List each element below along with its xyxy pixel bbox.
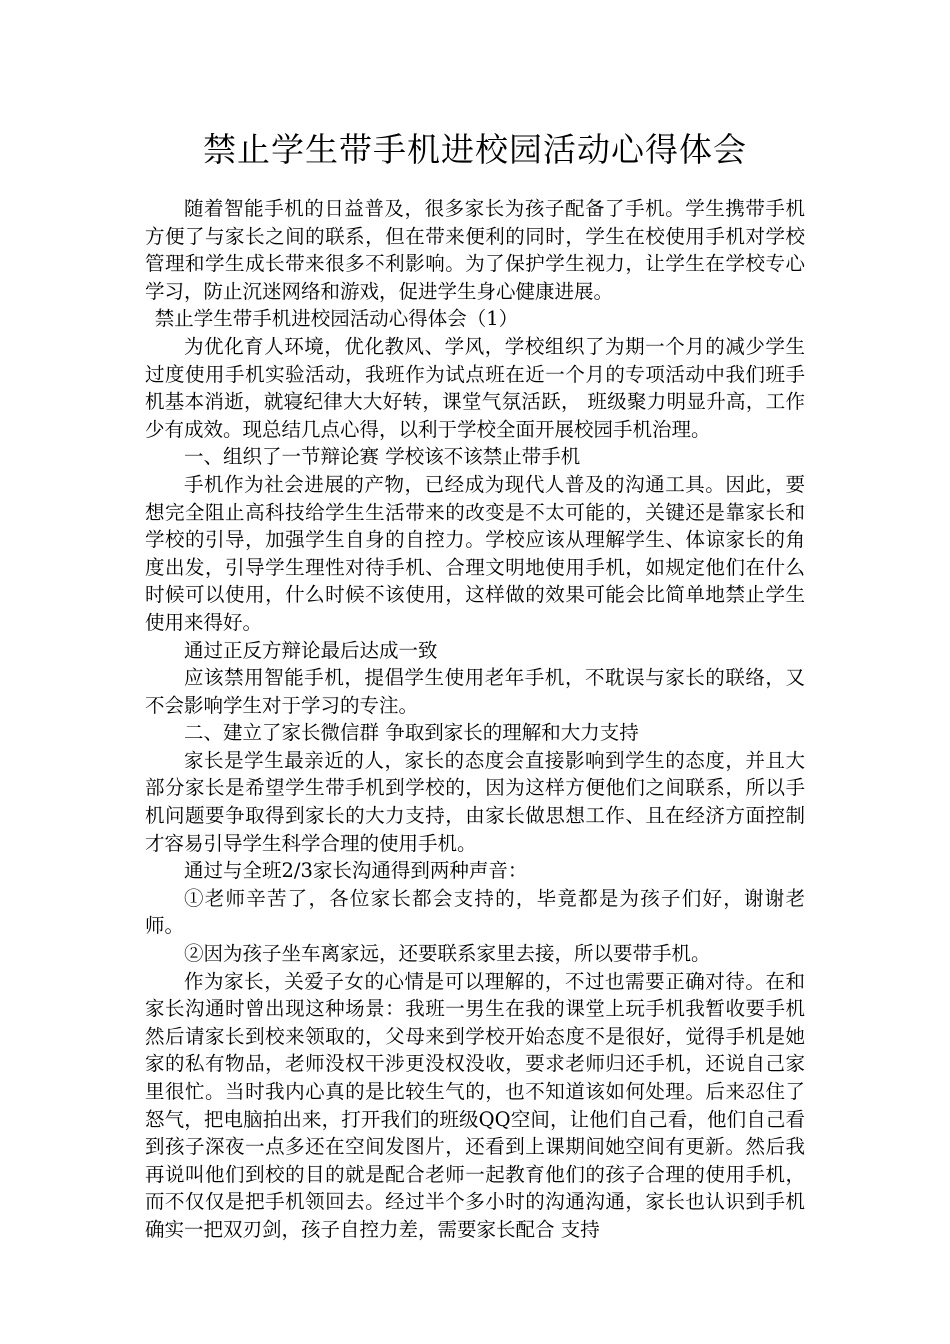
paragraph: 应该禁用智能手机，提倡学生使用老年手机，不耽误与家长的联络，又不会影响学生对于学习的专注。 (145, 666, 805, 717)
list-item: ②因为孩子坐车离家远，还要联系家里去接，所以要带手机。 (184, 942, 711, 966)
document-title: 禁止学生带手机进校园活动心得体会 (203, 130, 747, 169)
document-body (145, 195, 805, 1244)
list-item: ①老师辛苦了，各位家长都会支持的，毕竟都是为孩子们好，谢谢老师。 (145, 886, 805, 938)
section-heading-2: 二、建立了家长微信群 争取到家长的理解和大力支持 (184, 721, 639, 745)
paragraph: 通过正反方辩论最后达成一致 (184, 638, 438, 662)
paragraph-intro: 随着智能手机的日益普及，很多家长为孩子配备了手机。学生携带手机方便了与家长之间的联系，但在带来便利的同时，学生在校使用手机对学校管理和学生成长带来很多不利影响。为了保护学生视力，让学生在学校专心学习，防止沉迷网络和游戏，促进学生身心健康进展。 (145, 197, 805, 303)
section-subtitle: 禁止学生带手机进校园活动心得体会（1） (154, 307, 519, 331)
paragraph: 为优化育人环境，优化教风、学风，学校组织了为期一个月的减少学生过度使用手机实验活动，我班作为试点班在近一个月的专项活动中我们班手机基本消逝，就寝纪律大大好转，课堂气氛活跃， 班级聚力明显升高，工作少有成效。现总结几点心得，以利于学校全面开展校园手机治理。 (145, 334, 805, 441)
paragraph: 手机作为社会进展的产物，已经成为现代人普及的沟通工具。因此，要想完全阻止高科技给学生生活带来的改变是不太可能的，关键还是靠家长和学校的引导，加强学生自身的自控力。学校应该从理解学生、体谅家长的角度出发，引导学生理性对待手机、合理文明地使用手机，如规定他们在什么时候可以使用，什么时候不该使用，这样做的效果可能会比简单地禁止学生使用来得好。 (145, 472, 805, 634)
paragraph: 通过与全班2/3家长沟通得到两种声音： (184, 859, 528, 883)
paragraph: 家长是学生最亲近的人，家长的态度会直接影响到学生的态度，并且大部分家长是希望学生带手机到学校的，因为这样方便他们之间联系，所以手机问题要争取得到家长的大力支持，由家长做思想工作、且在经济方面控制才容易引导学生科学合理的使用手机。 (145, 748, 805, 855)
section-heading-1: 一、组织了一节辩论赛 学校该不该禁止带手机 (184, 445, 581, 469)
paragraph: 作为家长，关爱子女的心情是可以理解的，不过也需要正确对待。在和家长沟通时曾出现这种场景：我班一男生在我的课堂上玩手机我暂收要手机然后请家长到校来领取的，父母来到学校开始态度不是很好，觉得手机是她家的私有物品，老师没权干涉更没权没收，要求老师归还手机，还说自己家里很忙。当时我内心真的是比较生气的，也不知道该如何处理。后来忍住了怒气，把电脑拍出来，打开我们的班级QQ空间，让他们自己看，他们自己看到孩子深夜一点多还在空间发图片，还看到上课期间她空间有更新。然后我再说叫他们到校的目的就是配合老师一起教育他们的孩子合理的使用手机，而不仅仅是把手机领回去。经过半个多小时的沟通沟通，家长也认识到手机确实一把双刃剑，孩子自控力差，需要家长配合 支持 (145, 969, 805, 1241)
